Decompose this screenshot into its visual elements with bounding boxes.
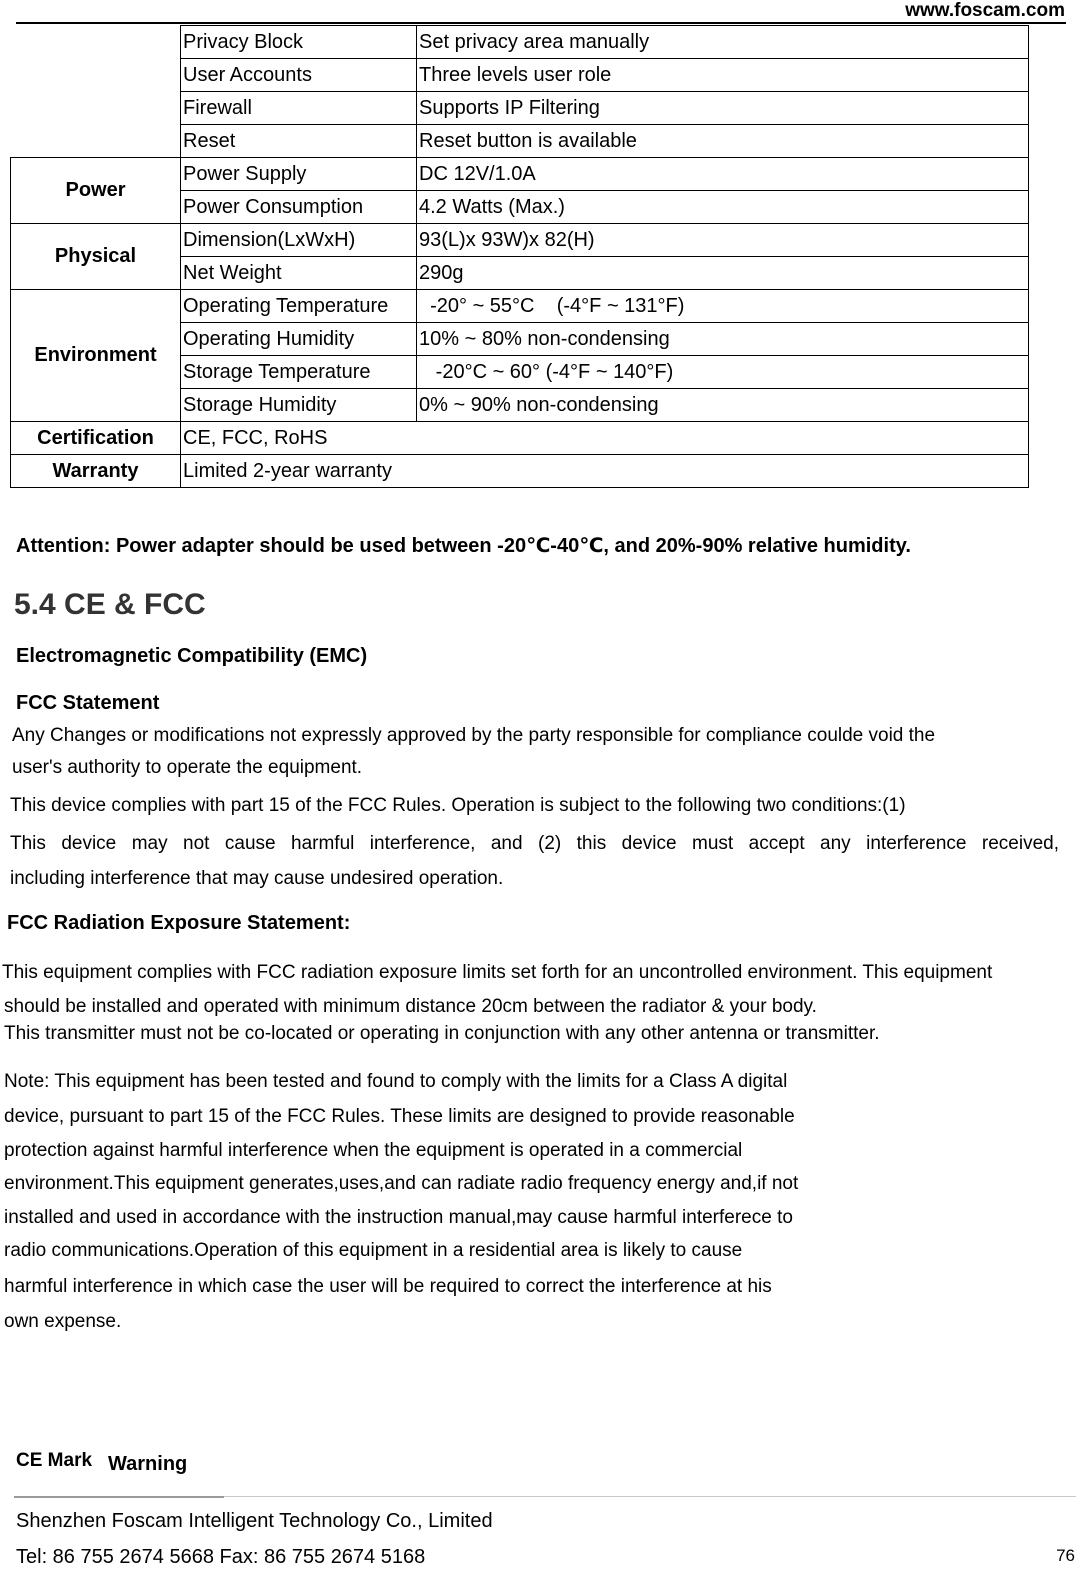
section-title: 5.4 CE & FCC bbox=[14, 588, 206, 621]
value-cell: -20° ~ 55°C (-4°F ~ 131°F) bbox=[417, 290, 1029, 323]
fcc-line: user's authority to operate the equipment. bbox=[12, 757, 363, 778]
note-line: device, pursuant to part 15 of the FCC Rules. These limits are designed to provide reasonable bbox=[4, 1106, 795, 1127]
feature-cell: Operating Temperature bbox=[181, 290, 417, 323]
feature-cell: Firewall bbox=[181, 92, 417, 125]
value-cell: 93(L)x 93W)x 82(H) bbox=[417, 224, 1029, 257]
value-cell: -20°C ~ 60° (-4°F ~ 140°F) bbox=[417, 356, 1029, 389]
feature-cell: Storage Temperature bbox=[181, 356, 417, 389]
note-line: radio communications.Operation of this equipment in a residential area is likely to cause bbox=[4, 1240, 743, 1261]
power-category: Power bbox=[11, 158, 181, 224]
value-cell: Supports IP Filtering bbox=[417, 92, 1029, 125]
feature-cell: Power Supply bbox=[181, 158, 417, 191]
feature-cell: Privacy Block bbox=[181, 26, 417, 59]
footer-company: Shenzhen Foscam Intelligent Technology Co., Limited bbox=[16, 1510, 493, 1532]
website-header: www.foscam.com bbox=[905, 0, 1065, 21]
feature-cell: Operating Humidity bbox=[181, 323, 417, 356]
value-cell: Reset button is available bbox=[417, 125, 1029, 158]
note-line: Note: This equipment has been tested and found to comply with the limits for a Class A digital bbox=[4, 1071, 788, 1092]
table-row bbox=[11, 290, 1029, 323]
value-cell: 10% ~ 80% non-condensing bbox=[417, 323, 1029, 356]
physical-category: Physical bbox=[11, 224, 181, 290]
value-cell: DC 12V/1.0A bbox=[417, 158, 1029, 191]
warranty-category: Warranty bbox=[11, 455, 181, 488]
feature-cell: Power Consumption bbox=[181, 191, 417, 224]
table-row bbox=[11, 224, 1029, 257]
note-line: own expense. bbox=[4, 1311, 122, 1332]
environment-category: Environment bbox=[11, 290, 181, 422]
spec-table bbox=[10, 25, 1029, 488]
certification-category: Certification bbox=[11, 422, 181, 455]
radiation-heading: FCC Radiation Exposure Statement: bbox=[7, 912, 351, 934]
radiation-line: should be installed and operated with minimum distance 20cm between the radiator & your body. bbox=[4, 996, 817, 1017]
table-row bbox=[11, 455, 1029, 488]
radiation-line: This transmitter must not be co-located or operating in conjunction with any other antenna or transmitter. bbox=[4, 1023, 880, 1044]
certification-value: CE, FCC, RoHS bbox=[181, 422, 1029, 455]
table-row bbox=[11, 26, 1029, 59]
feature-cell: Storage Humidity bbox=[181, 389, 417, 422]
value-cell: 0% ~ 90% non-condensing bbox=[417, 389, 1029, 422]
fcc-line: This device may not cause harmful interference, and (2) this device must accept any interference received, bbox=[10, 833, 1059, 854]
warranty-value: Limited 2-year warranty bbox=[181, 455, 1029, 488]
fcc-line: including interference that may cause undesired operation. bbox=[10, 868, 504, 889]
feature-cell: Net Weight bbox=[181, 257, 417, 290]
note-line: protection against harmful interference when the equipment is operated in a commercial bbox=[4, 1140, 743, 1161]
feature-cell: User Accounts bbox=[181, 59, 417, 92]
footer-rule-accent bbox=[14, 1496, 224, 1498]
emc-heading: Electromagnetic Compatibility (EMC) bbox=[16, 645, 368, 667]
radiation-line: This equipment complies with FCC radiation exposure limits set forth for an uncontrolled environment. This equipment bbox=[2, 962, 993, 983]
value-cell: 290g bbox=[417, 257, 1029, 290]
fcc-line: Any Changes or modifications not expressly approved by the party responsible for compliance coulde void the bbox=[12, 725, 936, 746]
note-line: environment.This equipment generates,uses,and can radiate radio frequency energy and,if not bbox=[4, 1173, 799, 1194]
value-cell: 4.2 Watts (Max.) bbox=[417, 191, 1029, 224]
ce-warning-label: Warning bbox=[108, 1453, 188, 1475]
table-row bbox=[11, 422, 1029, 455]
fcc-line: This device complies with part 15 of the FCC Rules. Operation is subject to the following two conditions:(1) bbox=[10, 795, 906, 816]
table-row bbox=[11, 158, 1029, 191]
security-category-cell bbox=[11, 26, 181, 158]
fcc-statement-heading: FCC Statement bbox=[16, 692, 160, 714]
attention-note: Attention: Power adapter should be used between -20℃-40℃, and 20%-90% relative humidity. bbox=[16, 535, 911, 557]
header-rule bbox=[16, 22, 1066, 24]
feature-cell: Reset bbox=[181, 125, 417, 158]
page-number: 76 bbox=[1056, 1546, 1075, 1565]
note-line: harmful interference in which case the user will be required to correct the interference at his bbox=[4, 1276, 772, 1297]
feature-cell: Dimension(LxWxH) bbox=[181, 224, 417, 257]
footer-contact: Tel: 86 755 2674 5668 Fax: 86 755 2674 5168 bbox=[16, 1546, 426, 1568]
note-line: installed and used in accordance with the instruction manual,may cause harmful interferece to bbox=[4, 1207, 793, 1228]
ce-mark-label: CE Mark bbox=[16, 1450, 93, 1471]
value-cell: Three levels user role bbox=[417, 59, 1029, 92]
value-cell: Set privacy area manually bbox=[417, 26, 1029, 59]
